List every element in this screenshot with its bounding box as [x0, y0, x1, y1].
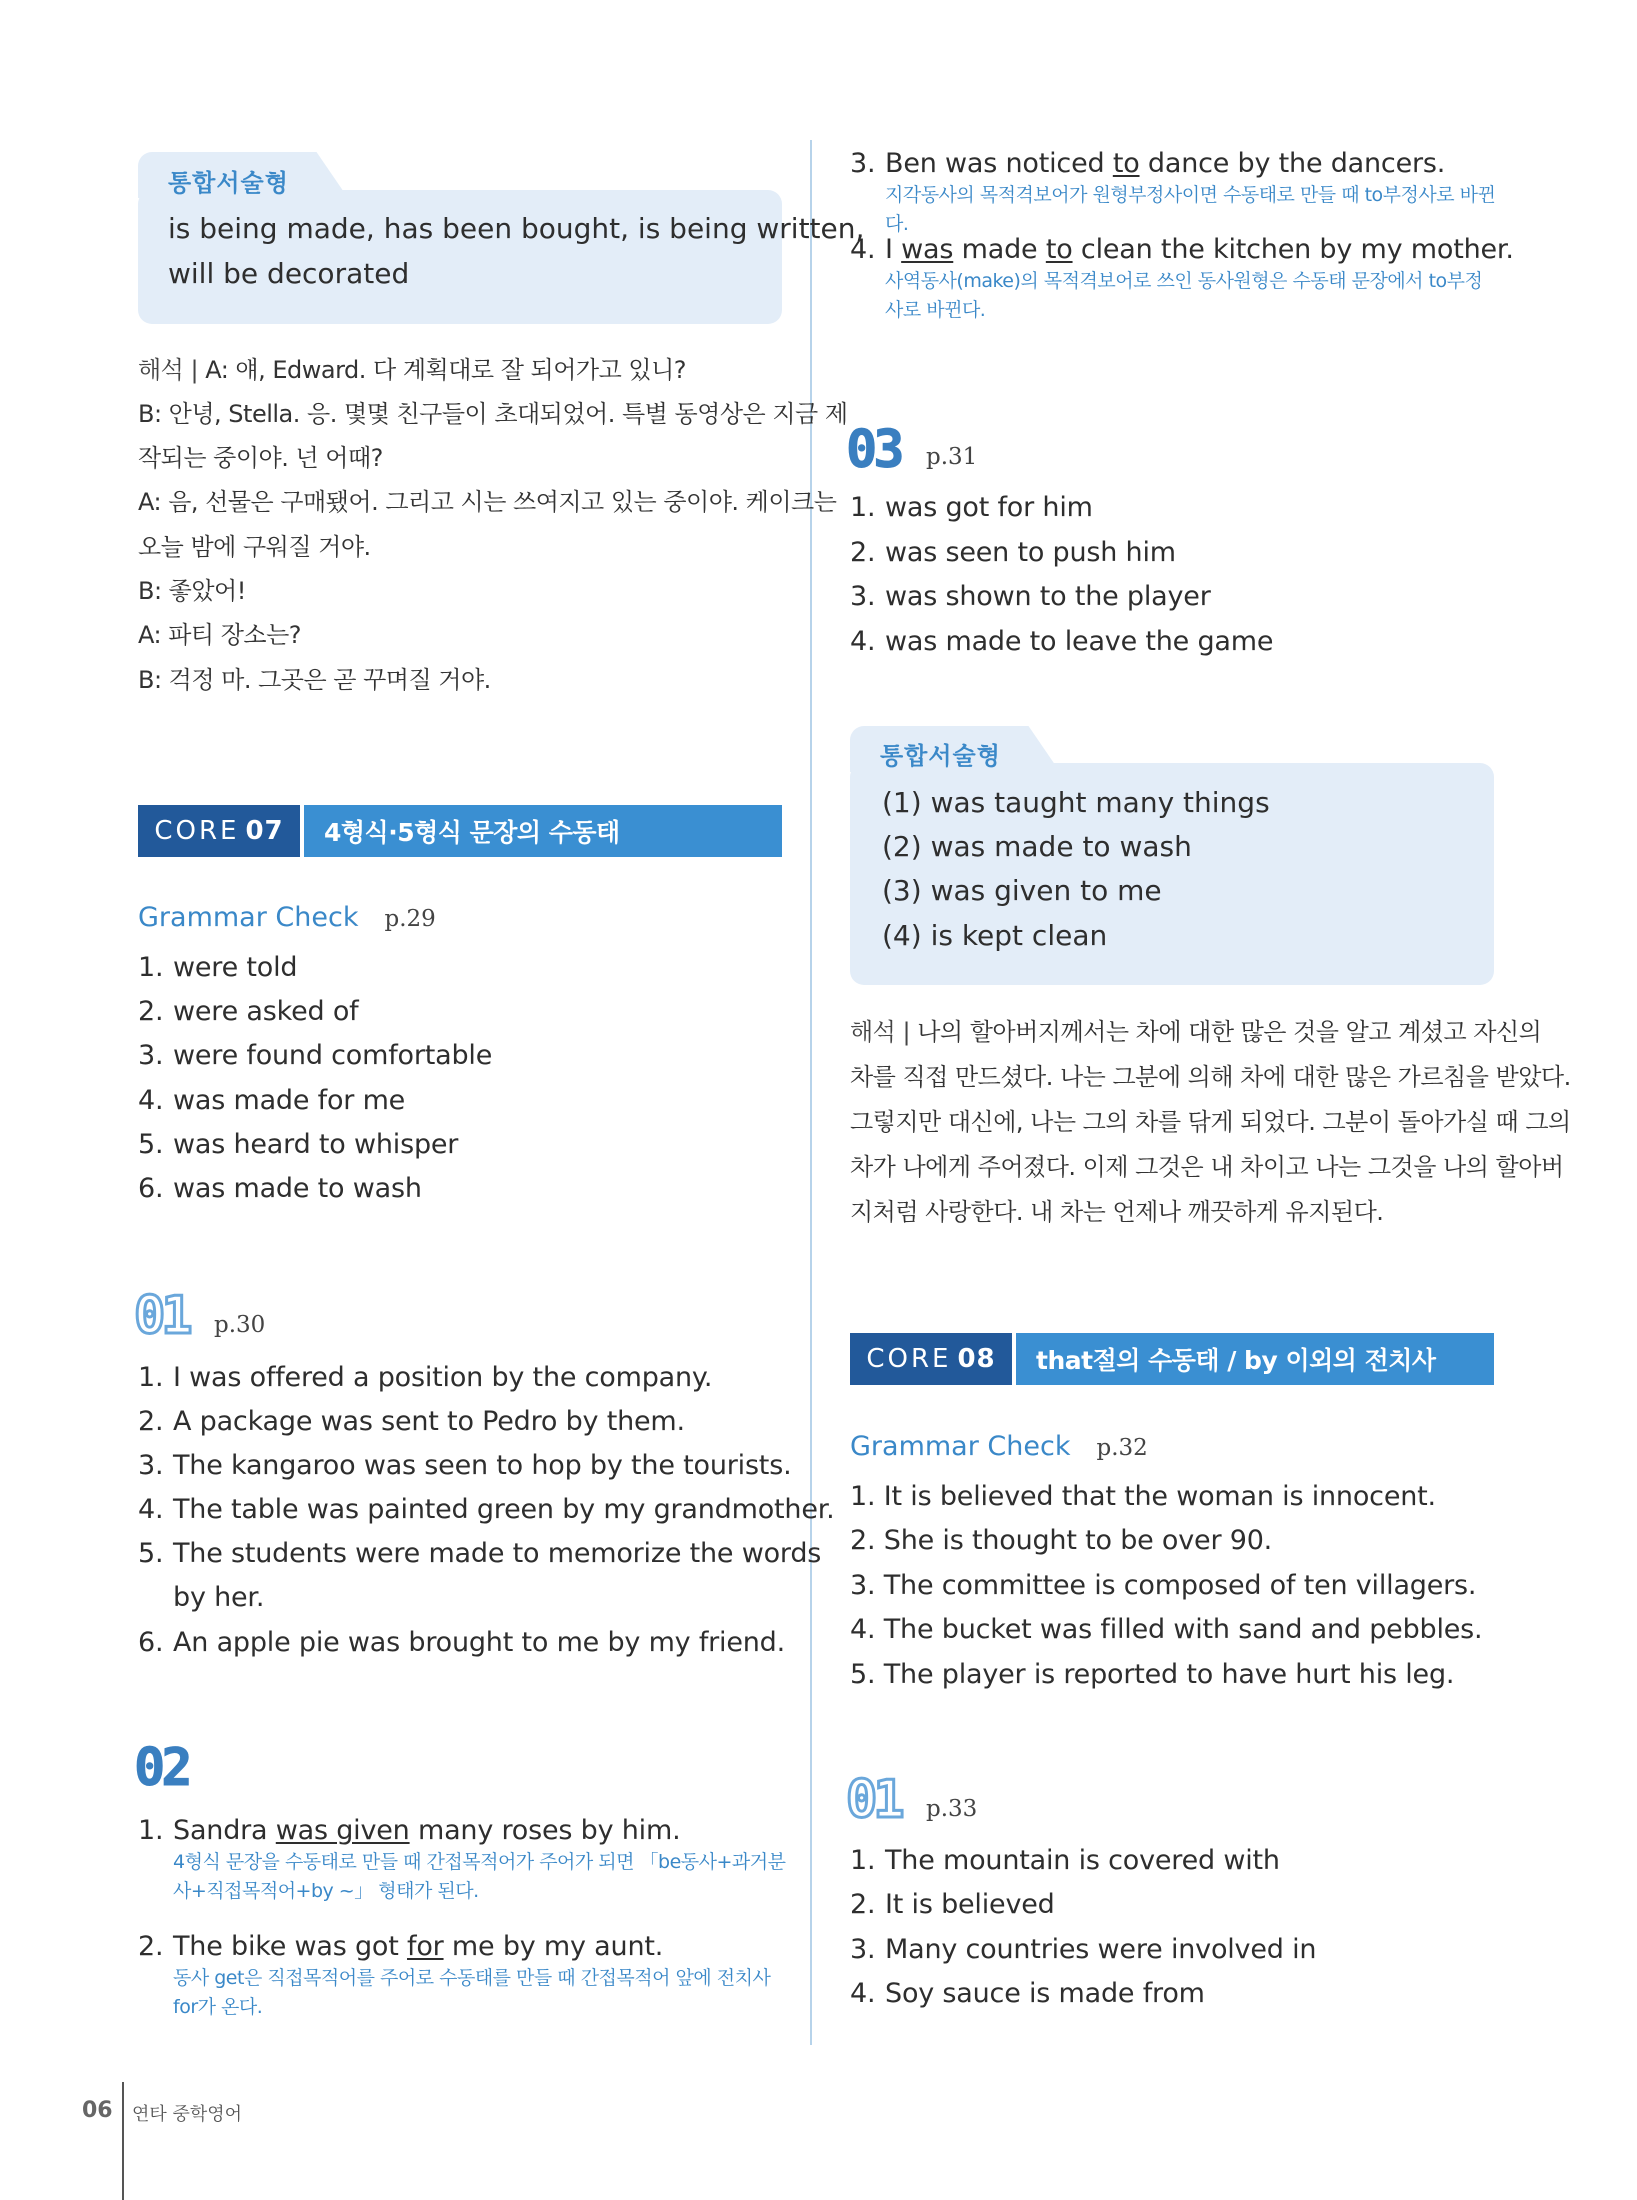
page-ref: p.32: [1096, 1435, 1148, 1461]
translation-line: 오늘 밤에 구워질 거야.: [138, 533, 371, 561]
answer-item: 4. was made for me: [138, 1085, 406, 1116]
core-title: that절의 수동태 / by 이외의 전치사: [1016, 1333, 1494, 1385]
translation-label: 해석 |: [138, 356, 206, 384]
answer-item: 1. The mountain is covered with: [850, 1845, 1280, 1876]
page-ref: p.33: [926, 1796, 978, 1822]
section-number: 01: [134, 1286, 189, 1346]
translation-line: B: 좋았어!: [138, 577, 246, 605]
answer-item: 1. I was offered a position by the company.: [138, 1362, 713, 1393]
answer-item: 3. was shown to the player: [850, 581, 1211, 612]
answer-item: 2. The bike was got for me by my aunt.: [138, 1931, 664, 1962]
summary-line: (1) was taught many things: [882, 786, 1270, 819]
translation-line: 차가 나에게 주어졌다. 이제 그것은 내 차이고 나는 그것을 나의 할아버: [850, 1153, 1564, 1181]
core-08-header: [850, 1333, 1494, 1385]
section-number: 01: [846, 1770, 901, 1830]
answer-item: 2. were asked of: [138, 996, 359, 1027]
summary-box-title: 통합서술형: [168, 169, 289, 197]
footer-divider: [122, 2082, 124, 2200]
underlined-answer: was given: [275, 1815, 410, 1846]
answer-item: 4. The table was painted green by my grandmother.: [138, 1494, 835, 1525]
answer-item: 5. The player is reported to have hurt his leg.: [850, 1659, 1455, 1690]
page-ref: p.30: [214, 1312, 266, 1338]
translation-line: A: 파티 장소는?: [138, 621, 301, 649]
answer-item: 2. A package was sent to Pedro by them.: [138, 1406, 685, 1437]
explanation-note: 동사 get은 직접목적어를 주어로 수동태를 만들 때 간접목적어 앞에 전치사 for가 온다.: [173, 1967, 771, 2018]
grammar-check-heading: Grammar Check p.29: [138, 902, 436, 933]
summary-box-title: 통합서술형: [880, 742, 1001, 770]
core-07-header: [138, 805, 782, 857]
answer-item: 6. An apple pie was brought to me by my friend.: [138, 1627, 785, 1658]
core-tag: CORE 07: [138, 805, 300, 857]
translation-line: 그렇지만 대신에, 나는 그의 차를 닦게 되었다. 그분이 돌아가실 때 그의: [850, 1108, 1571, 1136]
page-ref: p.31: [926, 444, 978, 470]
translation-label: 해석 |: [850, 1018, 918, 1046]
answer-item: by her.: [173, 1582, 265, 1613]
answer-item: 2. It is believed: [850, 1889, 1055, 1920]
translation-line: B: 걱정 마. 그곳은 곧 꾸며질 거야.: [138, 666, 491, 694]
section-number: 02: [134, 1738, 189, 1798]
core-title: 4형식·5형식 문장의 수동태: [304, 805, 782, 857]
translation-line: 작되는 중이야. 넌 어때?: [138, 444, 383, 472]
book-title: 연타 중학영어: [132, 2104, 243, 2125]
answer-item: 3. The committee is composed of ten villagers.: [850, 1570, 1477, 1601]
summary-line: (4) is kept clean: [882, 919, 1108, 952]
answer-item: 1. were told: [138, 952, 298, 983]
underlined-answer: to: [1112, 148, 1140, 179]
underlined-answer: was: [901, 234, 954, 265]
page-ref: p.29: [384, 906, 436, 932]
answer-item: 5. was heard to whisper: [138, 1129, 459, 1160]
core-tag: CORE 08: [850, 1333, 1012, 1385]
underlined-answer: to: [1045, 234, 1073, 265]
answer-item: 5. The students were made to memorize the words: [138, 1538, 822, 1569]
answer-item: 3. The kangaroo was seen to hop by the tourists.: [138, 1450, 792, 1481]
summary-line: (3) was given to me: [882, 874, 1162, 907]
translation-line: 차를 직접 만드셨다. 나는 그분에 의해 차에 대한 많은 가르침을 받았다.: [850, 1063, 1571, 1091]
answer-item: 4. Soy sauce is made from: [850, 1978, 1205, 2009]
answer-item: 3. Ben was noticed to dance by the dancers.: [850, 148, 1446, 179]
translation-line: A: 음, 선물은 구매됐어. 그리고 시는 쓰여지고 있는 중이야. 케이크는: [138, 488, 837, 516]
underlined-answer: for: [407, 1931, 444, 1962]
answer-item: 2. was seen to push him: [850, 537, 1176, 568]
answer-item: 4. was made to leave the game: [850, 626, 1274, 657]
explanation-note: 4형식 문장을 수동태로 만들 때 간접목적어가 주어가 되면 「be동사+과거분 사+직접목적어+by ~」 형태가 된다.: [173, 1851, 786, 1902]
translation-line: 지처럼 사랑한다. 내 차는 언제나 깨끗하게 유지된다.: [850, 1198, 1384, 1226]
grammar-check-heading: Grammar Check p.32: [850, 1431, 1148, 1462]
answer-item: 1. Sandra was given many roses by him.: [138, 1815, 681, 1846]
translation-line: B: 안녕, Stella. 응. 몇몇 친구들이 초대되었어. 특별 동영상은 지금 제: [138, 400, 848, 428]
answer-item: 1. It is believed that the woman is innocent.: [850, 1481, 1436, 1512]
answer-item: 3. Many countries were involved in: [850, 1934, 1317, 1965]
answer-item: 3. were found comfortable: [138, 1040, 493, 1071]
answer-item: 6. was made to wash: [138, 1173, 422, 1204]
summary-line: will be decorated: [168, 257, 410, 290]
translation-line: 해석 | A: 얘, Edward. 다 계획대로 잘 되어가고 있니?: [138, 356, 687, 384]
answer-item: 4. The bucket was filled with sand and pebbles.: [850, 1614, 1483, 1645]
explanation-note: 사역동사(make)의 목적격보어로 쓰인 동사원형은 수동태 문장에서 to부정 사로 바뀐다.: [885, 270, 1483, 321]
summary-line: (2) was made to wash: [882, 830, 1192, 863]
answer-item: 1. was got for him: [850, 492, 1093, 523]
explanation-note: 지각동사의 목적격보어가 원형부정사이면 수동태로 만들 때 to부정사로 바뀐다.: [885, 184, 1496, 235]
answer-item: 2. She is thought to be over 90.: [850, 1525, 1273, 1556]
section-number: 03: [846, 420, 901, 480]
answer-item: 4. I was made to clean the kitchen by my mother.: [850, 234, 1514, 265]
translation-line: 해석 | 나의 할아버지께서는 차에 대한 많은 것을 알고 계셨고 자신의: [850, 1018, 1542, 1046]
page-number: 06: [82, 2098, 113, 2123]
summary-line: is being made, has been bought, is being written,: [168, 212, 865, 245]
